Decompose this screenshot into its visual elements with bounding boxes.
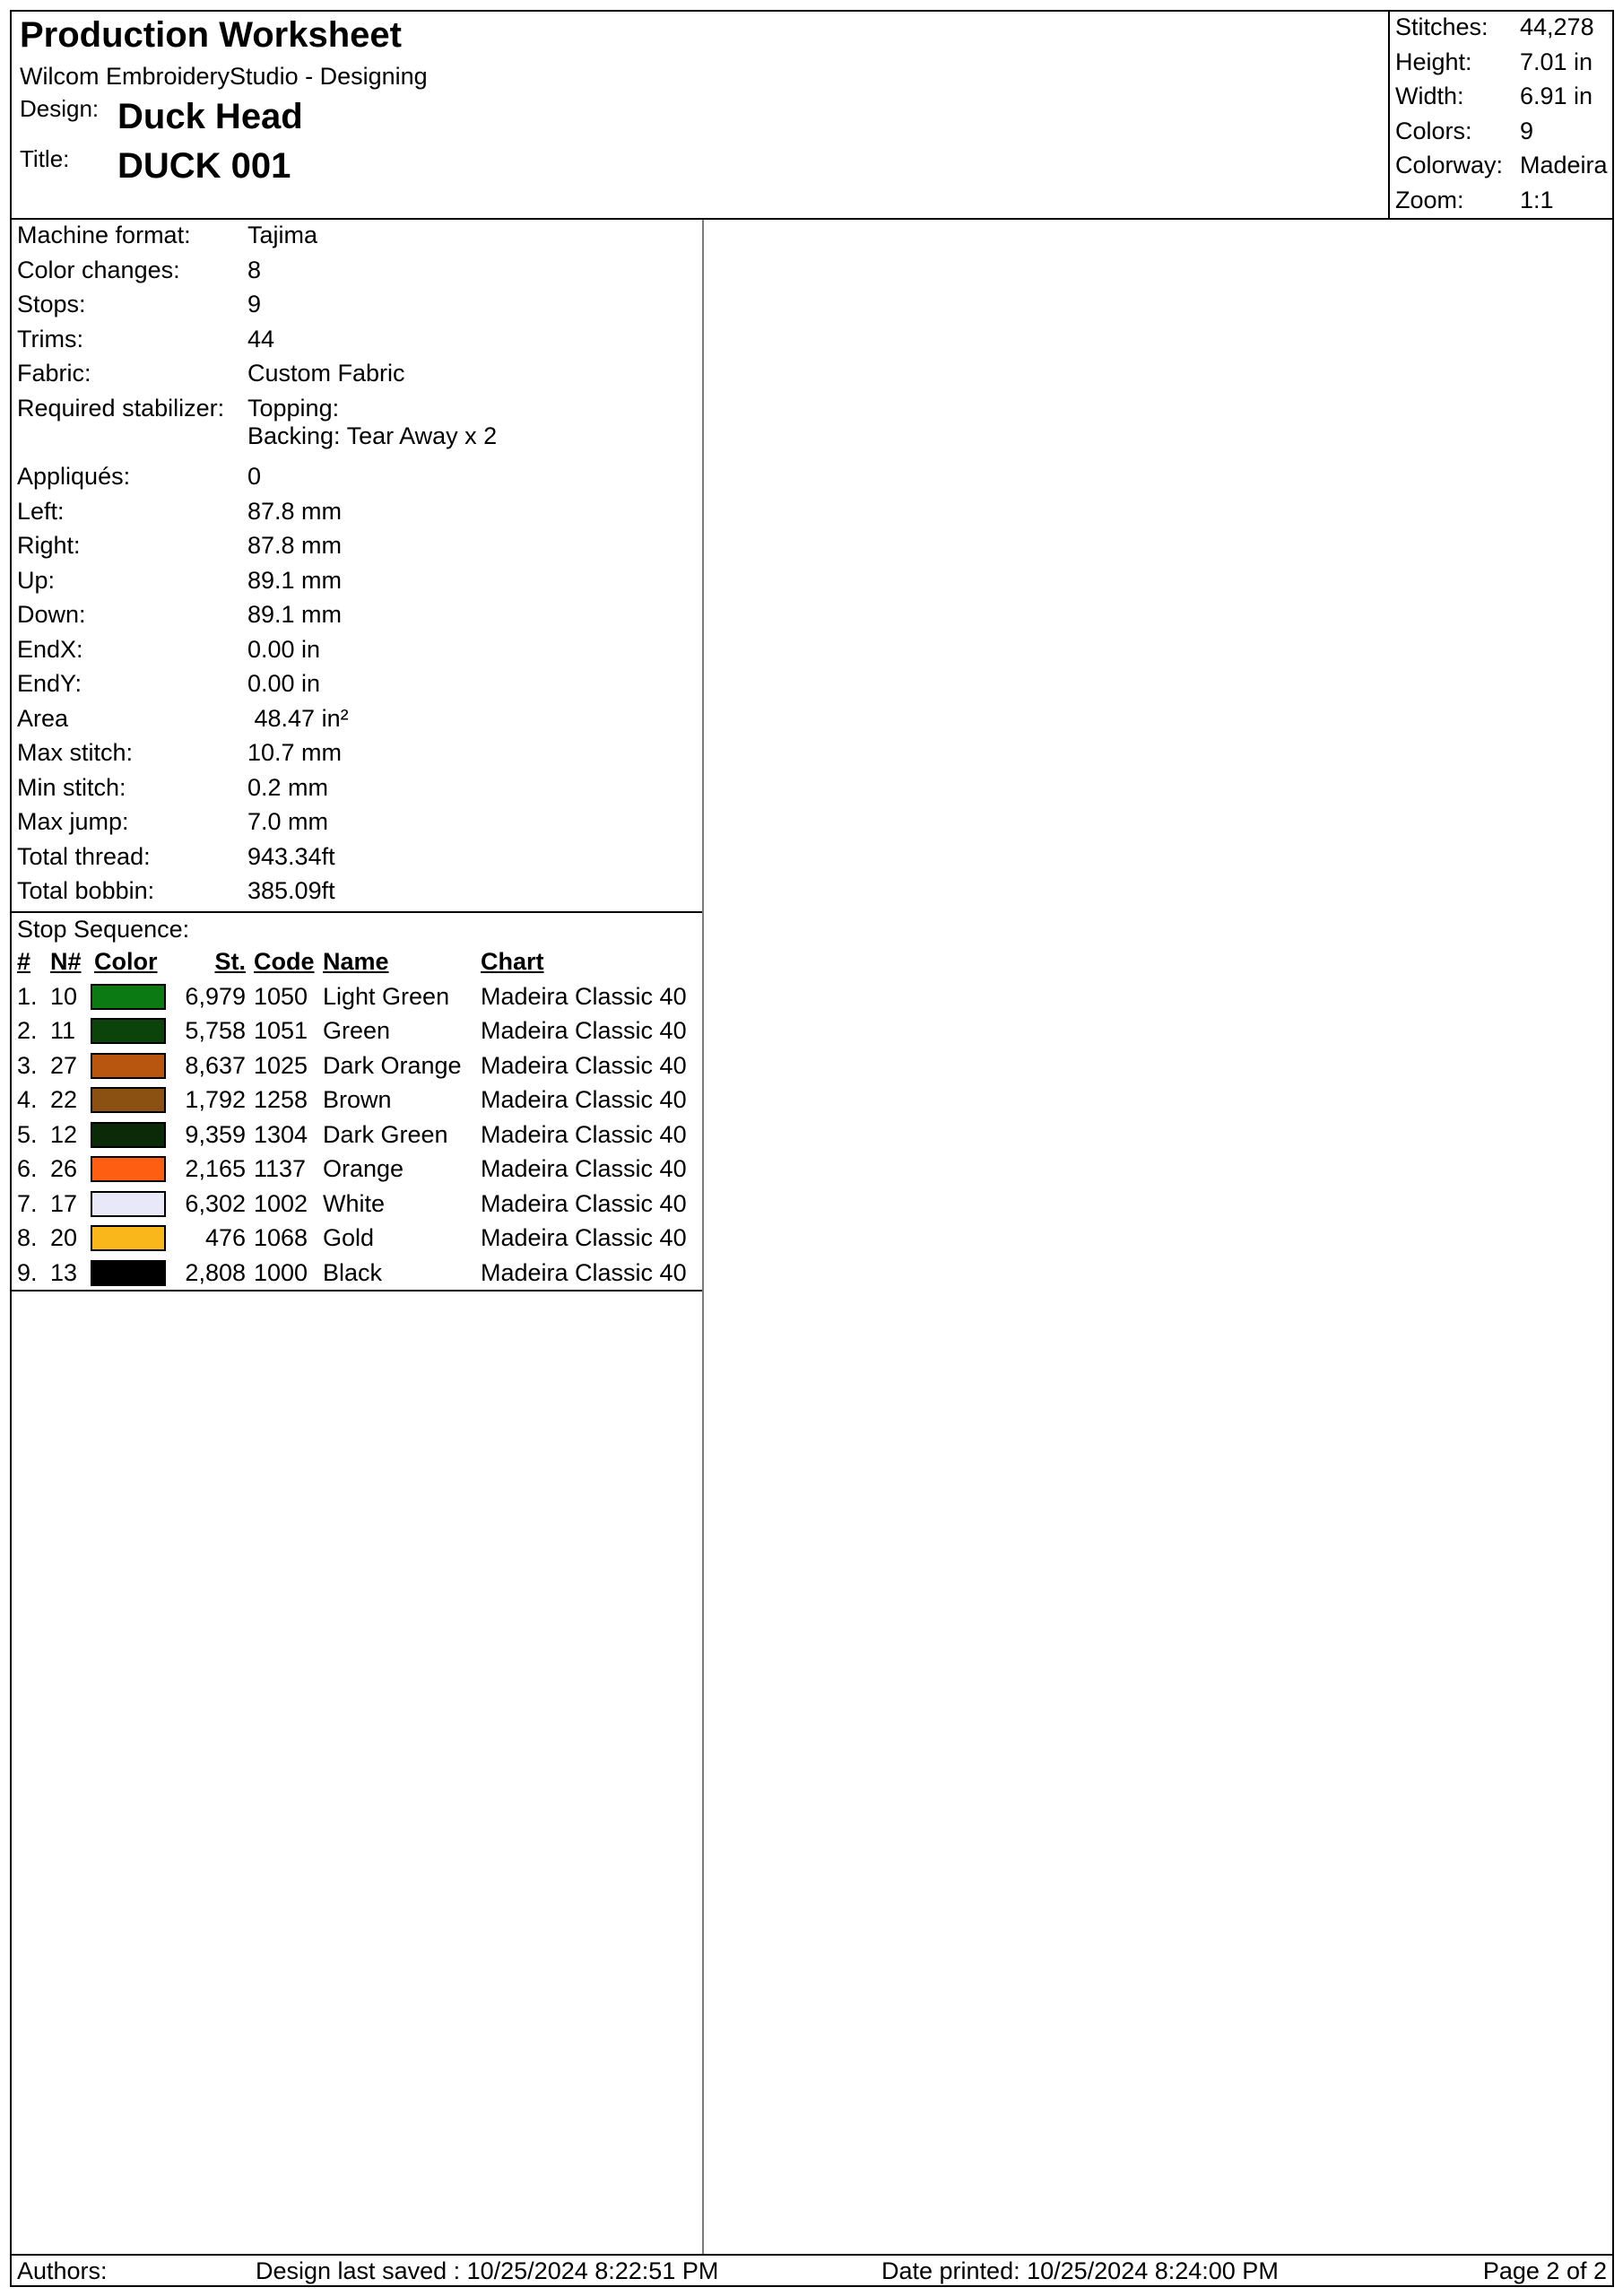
thread-name: Orange: [323, 1155, 404, 1182]
thread-chart: Madeira Classic 40: [481, 1155, 687, 1182]
info-appliques: Appliqués: 0: [17, 463, 262, 490]
thread-chart: Madeira Classic 40: [481, 1258, 687, 1286]
separator-line: [12, 911, 702, 913]
color-swatch: [91, 1122, 166, 1148]
stats-box: [1388, 12, 1612, 218]
info-max-jump: Max jump: 7.0 mm: [17, 808, 329, 835]
needle-number: 26: [50, 1155, 78, 1182]
info-stops: Stops: 9: [17, 291, 262, 317]
color-swatch: [91, 1053, 166, 1079]
color-swatch: [91, 1087, 166, 1113]
row-number: 6.: [17, 1155, 38, 1182]
thread-chart: Madeira Classic 40: [481, 982, 687, 1010]
info-machine-format: Machine format: Tajima: [17, 222, 318, 248]
worksheet-footer: [12, 2254, 1612, 2285]
header-num: #: [17, 948, 31, 975]
info-right: Right: 87.8 mm: [17, 532, 343, 559]
thread-chart: Madeira Classic 40: [481, 1224, 687, 1251]
info-down: Down: 89.1 mm: [17, 601, 343, 628]
stat-colorway: Colorway: Madeira: [1395, 152, 1608, 178]
row-number: 3.: [17, 1051, 38, 1079]
design-name: Duck Head: [117, 97, 303, 136]
stop-table-header: [12, 944, 702, 979]
stat-colors: Colors: 9: [1395, 117, 1534, 144]
info-backing: Backing: Tear Away x 2: [247, 422, 498, 449]
needle-number: 10: [50, 982, 78, 1010]
thread-name: Black: [323, 1258, 383, 1286]
thread-name: Green: [323, 1017, 391, 1044]
stitch-count: 9,359: [185, 1120, 246, 1148]
worksheet-header: [12, 12, 1612, 220]
info-min-stitch: Min stitch: 0.2 mm: [17, 773, 329, 801]
row-number: 7.: [17, 1189, 38, 1217]
thread-code: 1304: [254, 1120, 308, 1148]
info-total-bobbin: Total bobbin: 385.09ft: [17, 877, 335, 904]
row-number: 8.: [17, 1224, 38, 1251]
thread-name: Light Green: [323, 982, 450, 1010]
header-title-block: [12, 12, 1388, 218]
table-row: [12, 1221, 702, 1256]
row-number: 4.: [17, 1086, 38, 1113]
stitch-count: 1,792: [185, 1086, 246, 1113]
stop-sequence-title: Stop Sequence:: [17, 916, 190, 943]
info-max-stitch: Max stitch: 10.7 mm: [17, 739, 343, 766]
stitch-count: 476: [204, 1224, 246, 1251]
thread-code: 1050: [254, 982, 308, 1010]
row-number: 5.: [17, 1120, 38, 1148]
table-row: [12, 1187, 702, 1222]
needle-number: 12: [50, 1120, 78, 1148]
needle-number: 22: [50, 1086, 78, 1113]
info-endy: EndY: 0.00 in: [17, 670, 321, 697]
stitch-count: 2,165: [185, 1155, 246, 1182]
stat-stitches: Stitches: 44,278: [1395, 13, 1594, 40]
footer-date-printed: Date printed: 10/25/2024 8:24:00 PM: [881, 2257, 1279, 2284]
worksheet-page: [10, 10, 1614, 2287]
table-row: [12, 1083, 702, 1118]
color-swatch: [91, 1156, 166, 1182]
thread-chart: Madeira Classic 40: [481, 1017, 687, 1044]
color-swatch: [91, 984, 166, 1010]
info-color-changes: Color changes: 8: [17, 256, 262, 283]
info-fabric: Fabric: Custom Fabric: [17, 360, 405, 387]
table-row: [12, 979, 702, 1014]
stat-width: Width: 6.91 in: [1395, 83, 1593, 109]
table-row: [12, 1152, 702, 1187]
info-required-stabilizer: Required stabilizer: Topping:: [17, 394, 340, 422]
info-endx: EndX: 0.00 in: [17, 635, 321, 663]
stitch-count: 6,979: [185, 982, 246, 1010]
color-swatch: [91, 1191, 166, 1217]
table-row: [12, 1048, 702, 1083]
row-number: 2.: [17, 1017, 38, 1044]
needle-number: 17: [50, 1189, 78, 1217]
header-code: Code: [254, 948, 315, 975]
thread-name: Gold: [323, 1224, 375, 1251]
color-swatch: [91, 1018, 166, 1044]
stitch-count: 8,637: [185, 1051, 246, 1079]
design-title: DUCK 001: [117, 146, 291, 186]
stitch-count: 5,758: [185, 1017, 246, 1044]
row-number: 1.: [17, 982, 38, 1010]
thread-name: Dark Orange: [323, 1051, 462, 1079]
thread-name: Brown: [323, 1086, 392, 1113]
table-row: [12, 1118, 702, 1152]
thread-chart: Madeira Classic 40: [481, 1189, 687, 1217]
header-color: Color: [94, 948, 158, 975]
row-number: 9.: [17, 1258, 38, 1286]
design-label: Design:: [20, 95, 100, 122]
table-row: [12, 1256, 702, 1291]
header-chart: Chart: [481, 948, 544, 975]
info-area: Area 48.47 in²: [17, 704, 349, 732]
thread-code: 1025: [254, 1051, 308, 1079]
color-swatch: [91, 1225, 166, 1251]
thread-code: 1002: [254, 1189, 308, 1217]
thread-name: White: [323, 1189, 386, 1217]
needle-number: 11: [50, 1017, 76, 1044]
stat-zoom: Zoom: 1:1: [1395, 186, 1554, 213]
stop-sequence-table: [12, 944, 702, 1290]
header-stitches: St.: [214, 948, 246, 975]
info-total-thread: Total thread: 943.34ft: [17, 842, 335, 870]
application-name: Wilcom EmbroideryStudio - Designing: [20, 63, 428, 90]
title-label: Title:: [20, 145, 70, 172]
footer-authors: Authors:: [17, 2257, 108, 2284]
footer-last-saved: Design last saved : 10/25/2024 8:22:51 PM: [256, 2257, 719, 2284]
color-swatch: [91, 1260, 166, 1286]
thread-code: 1068: [254, 1224, 308, 1251]
stop-rows: [12, 979, 702, 1291]
info-trims: Trims: 44: [17, 325, 275, 352]
stitch-count: 6,302: [185, 1189, 246, 1217]
footer-page-number: Page 2 of 2: [1482, 2257, 1607, 2284]
info-left: Left: 87.8 mm: [17, 497, 343, 525]
info-up: Up: 89.1 mm: [17, 566, 343, 594]
needle-number: 13: [50, 1258, 78, 1286]
table-bottom-line: [12, 1290, 702, 1292]
thread-chart: Madeira Classic 40: [481, 1086, 687, 1113]
thread-code: 1000: [254, 1258, 308, 1286]
needle-number: 27: [50, 1051, 78, 1079]
stat-height: Height: 7.01 in: [1395, 48, 1593, 75]
thread-name: Dark Green: [323, 1120, 448, 1148]
header-needle: N#: [50, 948, 82, 975]
thread-code: 1051: [254, 1017, 308, 1044]
thread-chart: Madeira Classic 40: [481, 1051, 687, 1079]
document-title: Production Worksheet: [20, 15, 402, 55]
table-row: [12, 1013, 702, 1048]
details-column: [12, 220, 704, 2254]
thread-code: 1137: [254, 1155, 307, 1182]
stitch-count: 2,808: [185, 1258, 246, 1286]
thread-chart: Madeira Classic 40: [481, 1120, 687, 1148]
header-name: Name: [323, 948, 389, 975]
thread-code: 1258: [254, 1086, 308, 1113]
needle-number: 20: [50, 1224, 78, 1251]
